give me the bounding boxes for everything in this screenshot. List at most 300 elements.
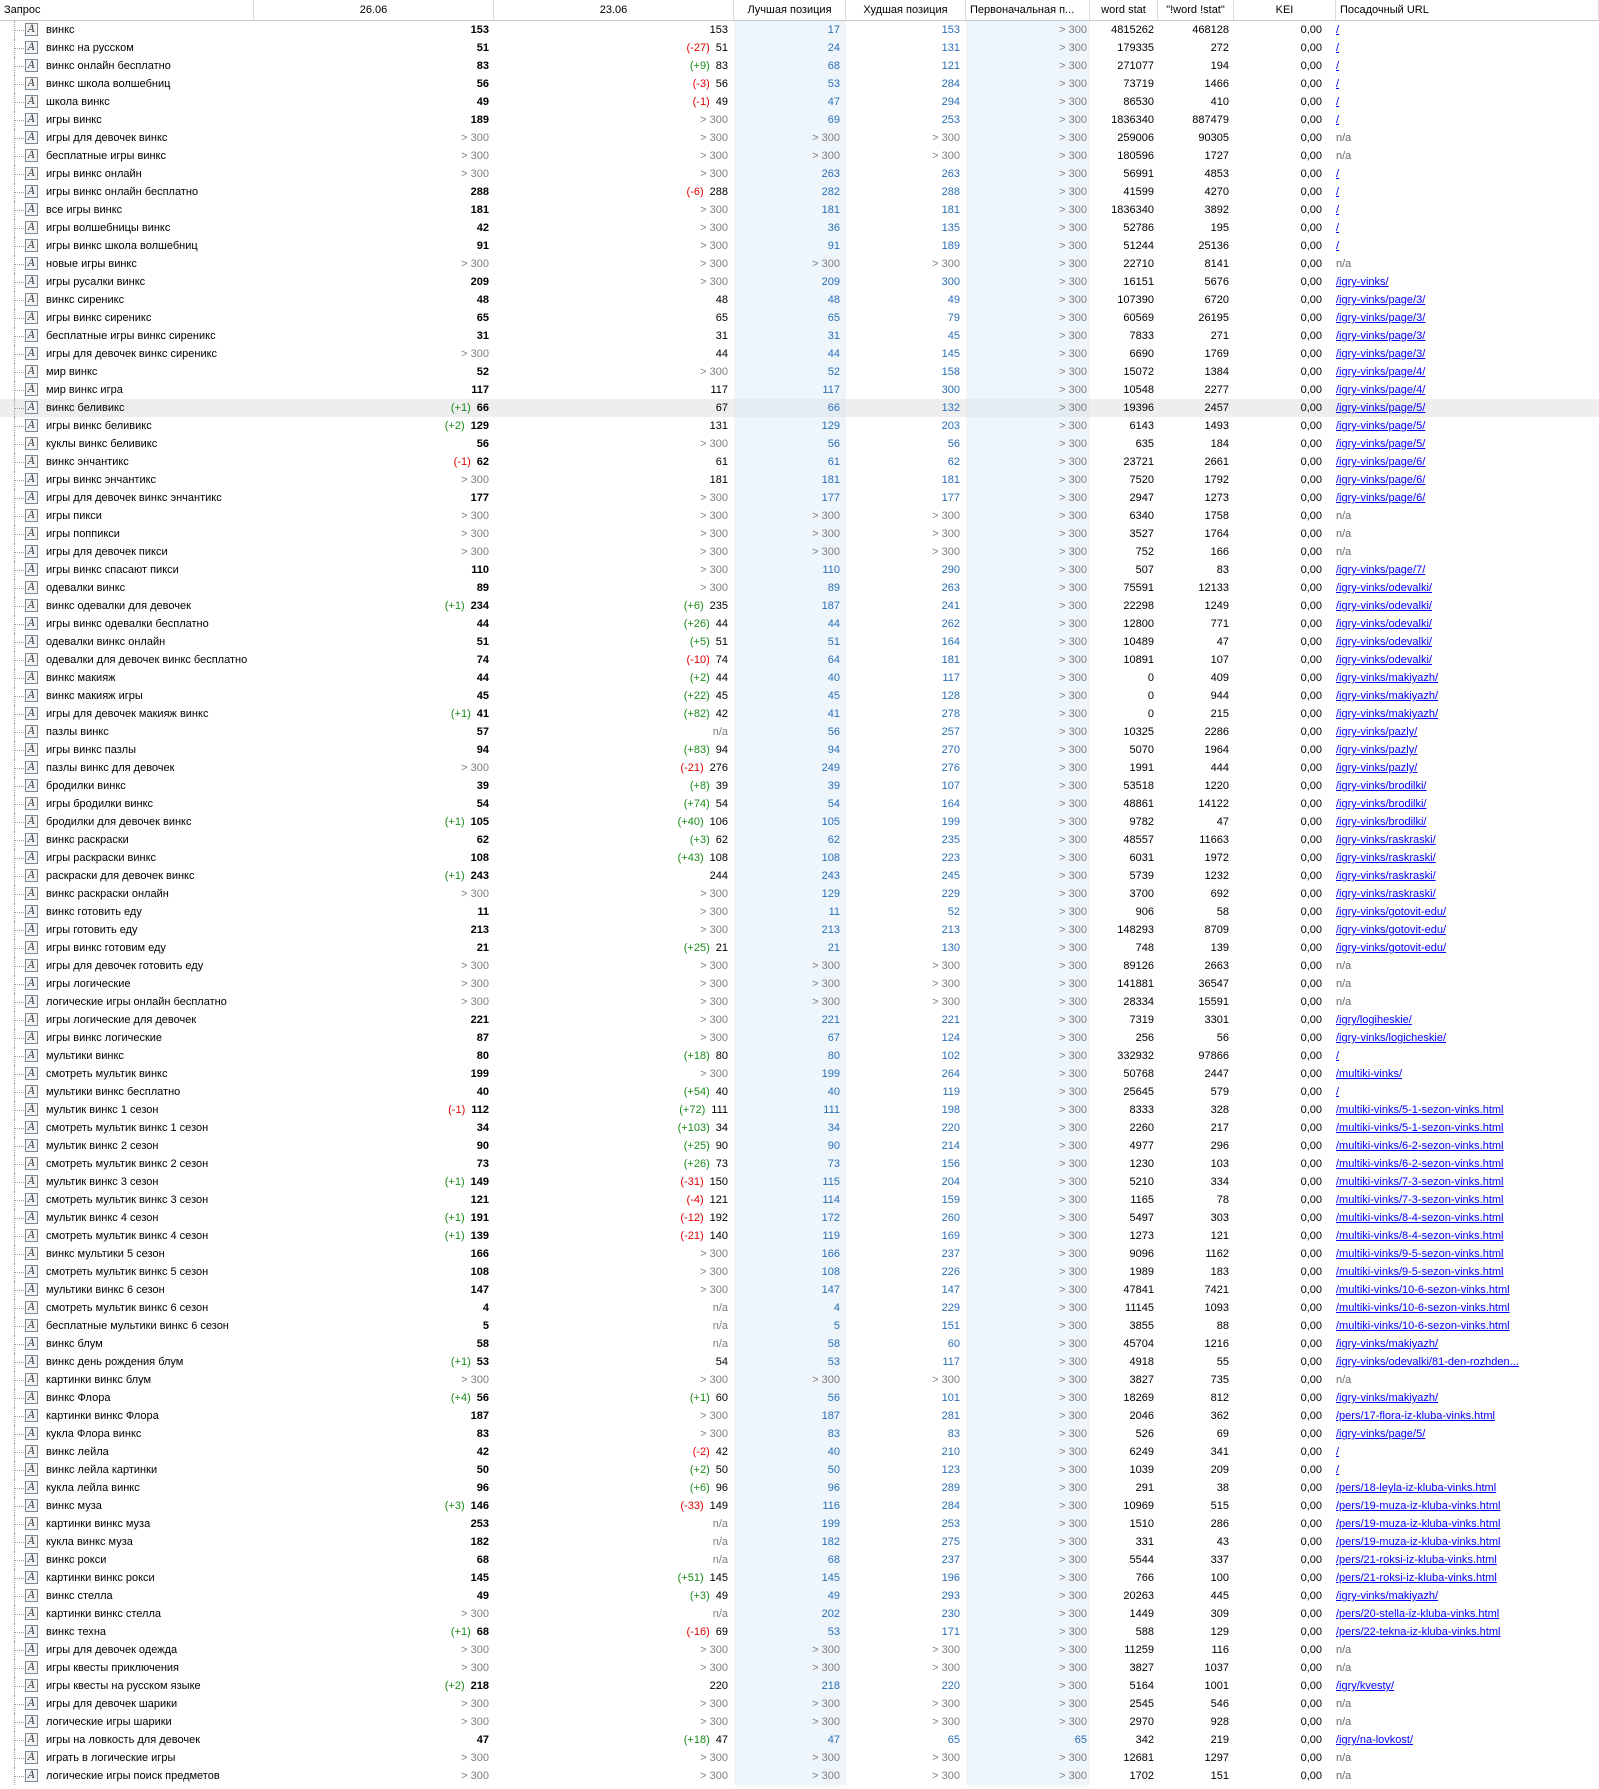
table-row[interactable] [0,1173,1599,1191]
wordstat-exact-cell: 303 [1210,1212,1229,1224]
table-row[interactable] [0,1029,1599,1047]
tree-hline [14,588,24,589]
landing-url-link[interactable]: / [1336,204,1340,216]
pos-date2-cell [494,1569,734,1587]
landing-url-link[interactable]: /pers/22-tekna-iz-kluba-vinks.html [1336,1626,1501,1638]
table-row[interactable] [0,615,1599,633]
table-row[interactable] [0,1479,1599,1497]
initial-pos-value: > 300 [1059,1590,1087,1602]
pos-date1-value: 42 [476,222,489,234]
initial-pos-cell [966,1371,1090,1389]
landing-url-link[interactable]: /igry-vinks/page/3/ [1336,348,1426,360]
table-row[interactable] [0,723,1599,741]
landing-url-link[interactable]: /igry-vinks/raskraski/ [1336,852,1436,864]
table-row[interactable] [0,813,1599,831]
pos-date2-value: 96 [715,1482,728,1494]
query-cell: смотреть мультик винкс 5 сезон [46,1266,209,1278]
kei-cell: 0,00 [1300,1554,1322,1566]
best-pos-cell [734,1371,846,1389]
table-row[interactable] [0,1317,1599,1335]
table-row[interactable] [0,1767,1599,1785]
pos-date2-value: 220 [709,1680,728,1692]
pos-date2-cell [494,399,734,417]
pos-date2-cell [494,57,734,75]
best-pos-value: 53 [827,1626,840,1638]
landing-url-link[interactable]: /multiki-vinks/9-5-sezon-vinks.html [1336,1266,1504,1278]
query-icon: A [25,689,38,702]
landing-url-link[interactable]: /igry-vinks/page/4/ [1336,384,1426,396]
table-row[interactable] [0,1191,1599,1209]
table-row[interactable] [0,705,1599,723]
grid-body [0,21,1599,1785]
table-row[interactable] [0,1569,1599,1587]
landing-url-link[interactable]: /igry-vinks/odevalki/ [1336,600,1432,612]
landing-url-link[interactable]: / [1336,96,1340,108]
landing-url-link[interactable]: /igry-vinks/gotovit-edu/ [1336,942,1447,954]
worst-pos-cell [846,183,966,201]
landing-url-link[interactable]: /igry-vinks/page/3/ [1336,312,1426,324]
landing-url-link[interactable]: / [1336,168,1340,180]
landing-url-link[interactable]: /igry-vinks/makiyazh/ [1336,1590,1439,1602]
landing-url-link[interactable]: /igry-vinks/odevalki/ [1336,618,1432,630]
tree-line [0,1479,24,1497]
table-row[interactable] [0,1299,1599,1317]
table-row[interactable] [0,417,1599,435]
table-row[interactable] [0,1497,1599,1515]
worst-pos-value: 253 [941,114,960,126]
landing-url-link[interactable]: /igry-vinks/odevalki/ [1336,654,1432,666]
query-cell: мультик винкс 1 сезон [46,1104,159,1116]
table-row[interactable] [0,345,1599,363]
tree-line [0,1209,24,1227]
query-cell: школа винкс [46,96,110,108]
worst-pos-cell [846,1245,966,1263]
pos-date2-cell [494,579,734,597]
wordstat-cell: 6249 [1129,1446,1154,1458]
query-cell: бродилки для девочек винкс [46,816,192,828]
query-cell: игры для девочек винкс [46,132,168,144]
landing-url-link[interactable]: /igry-vinks/makiyazh/ [1336,690,1439,702]
pos-date1-cell [254,453,494,471]
position-change: (+26) [683,618,710,630]
tree-hline [14,1254,24,1255]
query-cell: смотреть мультик винкс 3 сезон [46,1194,209,1206]
table-row[interactable] [0,255,1599,273]
table-row[interactable] [0,507,1599,525]
landing-url-link[interactable]: / [1336,240,1340,252]
table-row[interactable] [0,1515,1599,1533]
initial-pos-value: > 300 [1059,528,1087,540]
table-row[interactable] [0,39,1599,57]
landing-url-link[interactable]: /pers/17-flora-iz-kluba-vinks.html [1336,1410,1495,1422]
wordstat-cell: 526 [1135,1428,1154,1440]
initial-pos-value: > 300 [1059,1518,1087,1530]
table-row[interactable] [0,1731,1599,1749]
query-cell: винкс [46,24,75,36]
worst-pos-value: 177 [941,492,960,504]
table-row[interactable] [0,129,1599,147]
wordstat-exact-cell: 139 [1210,942,1229,954]
landing-url-link[interactable]: /igry-vinks/page/3/ [1336,330,1426,342]
table-row[interactable] [0,1659,1599,1677]
col-header-worst[interactable]: Худшая позиция [846,0,966,20]
table-row[interactable] [0,1209,1599,1227]
pos-date1-value: > 300 [461,960,489,972]
landing-url-link[interactable]: /multiki-vinks/ [1336,1068,1403,1080]
table-row[interactable] [0,1389,1599,1407]
pos-date2-value: 65 [715,312,728,324]
tree-hline [14,858,24,859]
best-pos-cell [734,345,846,363]
table-row[interactable] [0,1461,1599,1479]
col-header-wordstat-exact[interactable]: "!word !stat" [1158,0,1234,20]
landing-url-link[interactable]: /igry-vinks/makiyazh/ [1336,1392,1439,1404]
landing-url-link[interactable]: /multiki-vinks/10-6-sezon-vinks.html [1336,1284,1510,1296]
table-row[interactable] [0,957,1599,975]
table-row[interactable] [0,975,1599,993]
table-row[interactable] [0,1623,1599,1641]
landing-url-link[interactable]: /igry-vinks/odevalki/ [1336,636,1432,648]
table-row[interactable] [0,1587,1599,1605]
tree-line [0,507,24,525]
landing-url-link[interactable]: /multiki-vinks/6-2-sezon-vinks.html [1336,1140,1504,1152]
landing-url-link[interactable]: /multiki-vinks/7-3-sezon-vinks.html [1336,1194,1504,1206]
pos-date1-value: 96 [476,1482,489,1494]
table-row[interactable] [0,1443,1599,1461]
landing-url-link[interactable]: /igry-vinks/ [1336,276,1389,288]
table-row[interactable] [0,165,1599,183]
initial-pos-value: > 300 [1059,1302,1087,1314]
landing-url-link[interactable]: /igry-vinks/page/7/ [1336,564,1426,576]
landing-url-link[interactable]: / [1336,1086,1340,1098]
table-row[interactable] [0,525,1599,543]
landing-url-link[interactable]: /igry-vinks/page/4/ [1336,366,1426,378]
landing-url-link[interactable]: /igry-vinks/makiyazh/ [1336,1338,1439,1350]
landing-url-link[interactable]: /igry-vinks/makiyazh/ [1336,672,1439,684]
table-row[interactable] [0,1281,1599,1299]
kei-cell: 0,00 [1300,276,1322,288]
pos-date2-value: > 300 [700,168,728,180]
pos-date2-value: 73 [715,1158,728,1170]
table-row[interactable] [0,939,1599,957]
tree-line [0,885,24,903]
best-pos-cell [734,1029,846,1047]
table-row[interactable] [0,1011,1599,1029]
table-row[interactable] [0,201,1599,219]
pos-date2-value: 42 [715,1446,728,1458]
landing-url-link[interactable]: /igry-vinks/gotovit-edu/ [1336,906,1447,918]
worst-pos-value: 264 [941,1068,960,1080]
landing-url-link[interactable]: /pers/21-roksi-iz-kluba-vinks.html [1336,1572,1497,1584]
pos-date1-value: > 300 [461,1698,489,1710]
landing-url-link[interactable]: /igry-vinks/page/6/ [1336,456,1426,468]
best-pos-value: > 300 [812,1698,840,1710]
col-header-wordstat[interactable]: word stat [1090,0,1158,20]
table-row[interactable] [0,579,1599,597]
table-row[interactable] [0,1137,1599,1155]
table-row[interactable] [0,93,1599,111]
col-header-best[interactable]: Лучшая позиция [734,0,846,20]
col-header-date1[interactable]: 26.06 [254,0,494,20]
landing-url-link[interactable]: / [1336,78,1340,90]
landing-url-link[interactable]: / [1336,222,1340,234]
landing-url-link[interactable]: / [1336,24,1340,36]
table-row[interactable] [0,687,1599,705]
landing-url-link[interactable]: /pers/21-roksi-iz-kluba-vinks.html [1336,1554,1497,1566]
landing-url-link[interactable]: /multiki-vinks/5-1-sezon-vinks.html [1336,1104,1504,1116]
landing-url-link[interactable]: /igry-vinks/pazly/ [1336,744,1418,756]
kei-cell: 0,00 [1300,204,1322,216]
landing-url-link[interactable]: /pers/18-leyla-iz-kluba-vinks.html [1336,1482,1497,1494]
initial-pos-cell [966,1119,1090,1137]
table-row[interactable] [0,1083,1599,1101]
landing-url-link[interactable]: / [1336,60,1340,72]
landing-url-link[interactable]: /igry-vinks/pazly/ [1336,726,1418,738]
table-row[interactable] [0,993,1599,1011]
table-row[interactable] [0,597,1599,615]
best-pos-cell [734,273,846,291]
landing-url-link[interactable]: /multiki-vinks/10-6-sezon-vinks.html [1336,1320,1510,1332]
grid-header [0,0,1599,21]
landing-url-link[interactable]: / [1336,1050,1340,1062]
table-row[interactable] [0,651,1599,669]
landing-url-link[interactable]: / [1336,1464,1340,1476]
landing-url-link[interactable]: /igry-vinks/makiyazh/ [1336,708,1439,720]
col-header-kei[interactable]: KEI [1234,0,1336,20]
landing-url-link[interactable]: /igry-vinks/raskraski/ [1336,834,1436,846]
table-row[interactable] [0,1119,1599,1137]
landing-url-link[interactable]: /igry-vinks/brodilki/ [1336,798,1427,810]
best-pos-cell [734,21,846,39]
query-icon: A [25,1499,38,1512]
best-pos-cell [734,57,846,75]
table-row[interactable] [0,1713,1599,1731]
landing-url-link[interactable]: /igry-vinks/raskraski/ [1336,870,1436,882]
pos-date1-cell [254,507,494,525]
best-pos-cell [734,1515,846,1533]
table-row[interactable] [0,273,1599,291]
landing-url-link[interactable]: /multiki-vinks/5-1-sezon-vinks.html [1336,1122,1504,1134]
query-cell: кукла лейла винкс [46,1482,140,1494]
table-row[interactable] [0,543,1599,561]
landing-url-link[interactable]: /multiki-vinks/7-3-sezon-vinks.html [1336,1176,1504,1188]
query-icon: A [25,1679,38,1692]
landing-url-link[interactable]: /igry-vinks/brodilki/ [1336,780,1427,792]
query-cell: винкс готовить еду [46,906,142,918]
table-row[interactable] [0,381,1599,399]
col-header-initial[interactable]: Первоначальная п... [966,0,1090,20]
landing-url-link[interactable]: /igry-vinks/page/5/ [1336,438,1426,450]
landing-url-link[interactable]: /igry-vinks/raskraski/ [1336,888,1436,900]
worst-pos-cell [846,975,966,993]
table-row[interactable] [0,1641,1599,1659]
table-row[interactable] [0,1065,1599,1083]
table-row[interactable] [0,435,1599,453]
table-row[interactable] [0,1047,1599,1065]
table-row[interactable] [0,795,1599,813]
table-row[interactable] [0,1335,1599,1353]
initial-pos-cell [966,345,1090,363]
table-row[interactable] [0,75,1599,93]
wordstat-exact-cell: 2447 [1204,1068,1229,1080]
col-header-url[interactable]: Посадочный URL [1336,0,1599,20]
landing-url-link[interactable]: /igry-vinks/page/6/ [1336,474,1426,486]
table-row[interactable] [0,1407,1599,1425]
pos-date2-value: n/a [712,726,728,738]
pos-date1-cell [254,111,494,129]
table-row[interactable] [0,903,1599,921]
table-row[interactable] [0,219,1599,237]
table-row[interactable] [0,1245,1599,1263]
query-cell: винкс беливикс [46,402,125,414]
table-row[interactable] [0,885,1599,903]
table-row[interactable] [0,921,1599,939]
table-row[interactable] [0,561,1599,579]
tree-hline [14,1038,24,1039]
table-row[interactable] [0,291,1599,309]
pos-date2-cell [494,1029,734,1047]
table-row[interactable] [0,489,1599,507]
landing-url-link[interactable]: /igry/logiheskie/ [1336,1014,1412,1026]
pos-date1-cell [254,1155,494,1173]
table-row[interactable] [0,309,1599,327]
table-row[interactable] [0,111,1599,129]
table-row[interactable] [0,633,1599,651]
table-row[interactable] [0,399,1599,417]
table-row[interactable] [0,327,1599,345]
landing-url-link[interactable]: / [1336,1446,1340,1458]
kei-cell: 0,00 [1300,1608,1322,1620]
landing-url-link[interactable]: / [1336,186,1340,198]
tree-hline [14,300,24,301]
landing-url-link[interactable]: /igry-vinks/logicheskie/ [1336,1032,1447,1044]
table-row[interactable] [0,1227,1599,1245]
pos-date2-cell [494,705,734,723]
table-row[interactable] [0,1695,1599,1713]
best-pos-cell [734,1551,846,1569]
landing-url-link[interactable]: /pers/20-stella-iz-kluba-vinks.html [1336,1608,1500,1620]
table-row[interactable] [0,183,1599,201]
table-row[interactable] [0,669,1599,687]
table-row[interactable] [0,363,1599,381]
pos-date1-value: > 300 [461,996,489,1008]
wordstat-cell: 0 [1147,672,1154,684]
initial-pos-cell [966,381,1090,399]
landing-url-link[interactable]: /igry-vinks/brodilki/ [1336,816,1427,828]
table-row[interactable] [0,1551,1599,1569]
initial-pos-cell [966,1281,1090,1299]
table-row[interactable] [0,1371,1599,1389]
pos-date2-value: > 300 [700,150,728,162]
col-header-date2[interactable]: 23.06 [494,0,734,20]
landing-url-link[interactable]: /pers/19-muza-iz-kluba-vinks.html [1336,1500,1501,1512]
worst-pos-value: > 300 [932,1374,960,1386]
kei-cell: 0,00 [1300,402,1322,414]
position-change: (+1) [450,1356,471,1368]
table-row[interactable] [0,831,1599,849]
table-row[interactable] [0,1533,1599,1551]
worst-pos-value: 128 [941,690,960,702]
table-row[interactable] [0,1605,1599,1623]
table-row[interactable] [0,741,1599,759]
landing-url-link[interactable]: /multiki-vinks/9-5-sezon-vinks.html [1336,1248,1504,1260]
landing-url-link[interactable]: /igry-vinks/gotovit-edu/ [1336,924,1447,936]
pos-date2-value: > 300 [700,1770,728,1782]
landing-url-link[interactable]: /igry-vinks/page/5/ [1336,402,1426,414]
table-row[interactable] [0,147,1599,165]
landing-url-link[interactable]: /igry/na-lovkost/ [1336,1734,1414,1746]
kei-cell: 0,00 [1300,186,1322,198]
table-row[interactable] [0,237,1599,255]
pos-date1-value: > 300 [461,258,489,270]
pos-date1-cell [254,399,494,417]
table-row[interactable] [0,759,1599,777]
table-row[interactable] [0,1749,1599,1767]
col-header-query[interactable]: Запрос [0,0,254,20]
query-icon: A [25,455,38,468]
table-row[interactable] [0,777,1599,795]
landing-url-link[interactable]: /multiki-vinks/8-4-sezon-vinks.html [1336,1230,1504,1242]
table-row[interactable] [0,1263,1599,1281]
table-row[interactable] [0,471,1599,489]
table-row[interactable] [0,21,1599,39]
table-row[interactable] [0,453,1599,471]
tree-hline [14,462,24,463]
landing-url-link[interactable]: /pers/19-muza-iz-kluba-vinks.html [1336,1536,1501,1548]
landing-url-link[interactable]: / [1336,114,1340,126]
table-row[interactable] [0,1101,1599,1119]
tree-line [0,723,24,741]
wordstat-exact-cell: 444 [1210,762,1229,774]
tree-line [0,633,24,651]
pos-date2-value: > 300 [700,960,728,972]
position-change: (+2) [689,672,710,684]
landing-url-link[interactable]: /igry-vinks/odevalki/ [1336,582,1432,594]
table-row[interactable] [0,867,1599,885]
wordstat-cell: 6690 [1129,348,1154,360]
landing-url-link[interactable]: /igry-vinks/page/6/ [1336,492,1426,504]
query-icon: A [25,149,38,162]
landing-url-link[interactable]: /igry-vinks/page/5/ [1336,1428,1426,1440]
landing-url-link[interactable]: / [1336,42,1340,54]
landing-url-link[interactable]: /igry-vinks/odevalki/81-den-rozhden... [1336,1356,1519,1368]
tree-hline [14,822,24,823]
landing-url-link[interactable]: /multiki-vinks/6-2-sezon-vinks.html [1336,1158,1504,1170]
initial-pos-cell [966,723,1090,741]
landing-url-link[interactable]: /multiki-vinks/8-4-sezon-vinks.html [1336,1212,1504,1224]
table-row[interactable] [0,1353,1599,1371]
table-row[interactable] [0,849,1599,867]
landing-url-link[interactable]: /igry-vinks/pazly/ [1336,762,1418,774]
kei-cell: 0,00 [1300,1068,1322,1080]
landing-url-link[interactable]: /igry-vinks/page/3/ [1336,294,1426,306]
landing-url-link[interactable]: /pers/19-muza-iz-kluba-vinks.html [1336,1518,1501,1530]
position-change: (-10) [686,654,710,666]
worst-pos-cell [846,129,966,147]
landing-url-link[interactable]: /multiki-vinks/10-6-sezon-vinks.html [1336,1302,1510,1314]
table-row[interactable] [0,57,1599,75]
landing-url-link[interactable]: /igry/kvesty/ [1336,1680,1395,1692]
position-change: (+1) [450,402,471,414]
pos-date2-value: > 300 [700,546,728,558]
landing-url-link[interactable]: /igry-vinks/page/5/ [1336,420,1426,432]
table-row[interactable] [0,1677,1599,1695]
pos-date1-value: > 300 [461,528,489,540]
query-cell: винкс мультики 5 сезон [46,1248,165,1260]
table-row[interactable] [0,1155,1599,1173]
table-row[interactable] [0,1425,1599,1443]
worst-pos-cell [846,1083,966,1101]
